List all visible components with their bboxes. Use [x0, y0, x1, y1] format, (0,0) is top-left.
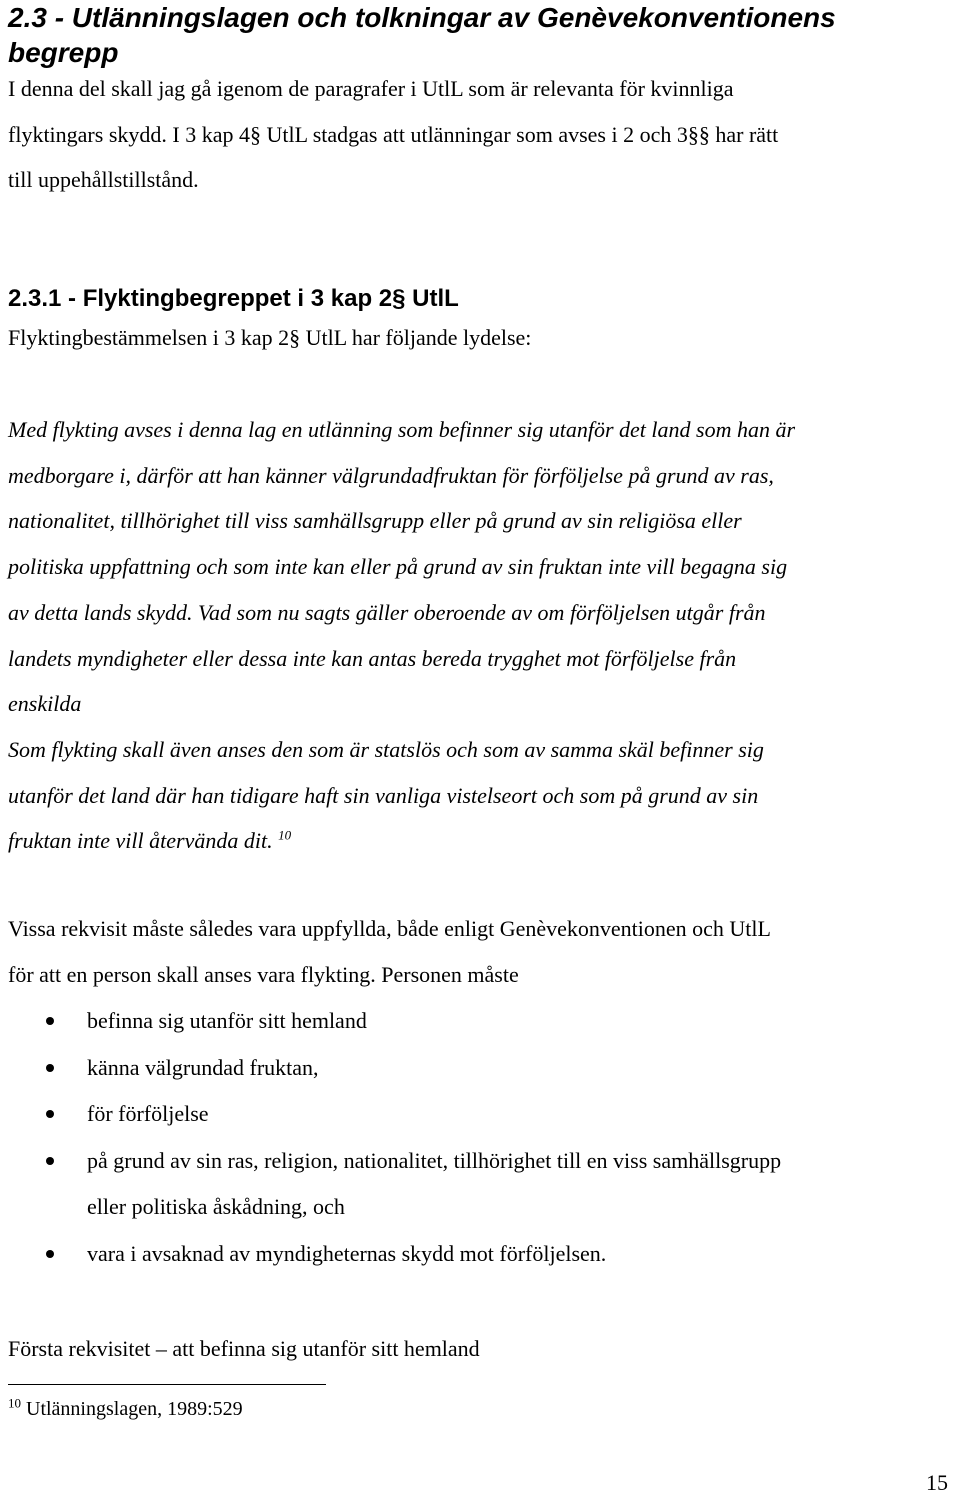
list-item	[0, 1138, 940, 1231]
intro-line: I denna del skall jag gå igenom de paragrafer i UtlL som är relevanta för kvinnliga	[8, 76, 734, 101]
footnote-number: 10	[8, 1395, 21, 1411]
list-item-text: känna välgrundad fruktan,	[87, 1054, 319, 1080]
quote-last-line	[8, 818, 953, 864]
first-requirement-text: Första rekvisitet – att befinna sig utanför sitt hemland	[8, 1336, 480, 1361]
bullet-icon	[46, 1157, 54, 1165]
page-number: 15	[926, 1470, 948, 1495]
requirements-list	[0, 998, 940, 1277]
section-heading: 2.3 - Utlänningslagen och tolkningar av Genèvekonventionens begrepp	[8, 2, 836, 68]
quote-line: fruktan inte vill återvända dit.	[8, 828, 273, 854]
bullet-icon	[46, 1250, 54, 1258]
bullet-icon	[46, 1017, 54, 1025]
subsection-lead	[8, 315, 953, 361]
footnote-text: Utlänningslagen, 1989:529	[26, 1398, 243, 1420]
quote-line: Med flykting avses i denna lag en utlänning som befinner sig utanför det land som han är	[8, 417, 796, 442]
list-item	[0, 1045, 940, 1092]
list-item	[0, 998, 940, 1045]
list-item-text: för förföljelse	[87, 1101, 209, 1126]
requirements-paragraph	[8, 906, 953, 997]
list-item-text: vara i avsaknad av myndigheternas skydd mot förföljelsen.	[87, 1240, 607, 1266]
quote-line: politiska uppfattning och som inte kan eller på grund av sin fruktan inte vill begagna sig	[8, 554, 788, 580]
quote-line: utanför det land där han tidigare haft sin vanliga vistelseort och som på grund av sin	[8, 782, 759, 808]
list-item	[0, 1091, 940, 1138]
lead-line: Flyktingbestämmelsen i 3 kap 2§ UtlL har följande lydelse:	[8, 325, 532, 350]
bullet-icon	[46, 1110, 54, 1118]
quote-line: medborgare i, därför att han känner välgrundadfruktan för förföljelse på grund av ras,	[8, 462, 774, 488]
section-intro	[8, 66, 953, 203]
requirements-line: Vissa rekvisit måste således vara uppfyllda, både enligt Genèvekonventionen och UtlL	[8, 916, 771, 941]
footnote-reference[interactable]: 10	[278, 828, 292, 843]
list-item-text: på grund av sin ras, religion, nationalitet, tillhörighet till en viss samhällsgrupp	[87, 1147, 782, 1173]
bullet-icon	[46, 1064, 54, 1072]
list-item-text: befinna sig utanför sitt hemland	[87, 1008, 367, 1033]
first-requirement-heading	[8, 1326, 953, 1372]
intro-line: till uppehållstillstånd.	[8, 167, 199, 193]
intro-line: flyktingars skydd. I 3 kap 4§ UtlL stadgas att utlänningar som avses i 2 och 3§§ har rätt	[8, 121, 779, 147]
list-item-text-continued: eller politiska åskådning, och	[87, 1194, 345, 1219]
list-item	[0, 1231, 940, 1278]
quote-line: Som flykting skall även anses den som är statslös och som av samma skäl befinner sig	[8, 736, 764, 762]
quote-line: landets myndigheter eller dessa inte kan antas bereda trygghet mot förföljelse från	[8, 645, 737, 671]
quote-line: nationalitet, tillhörighet till viss samhällsgrupp eller på grund av sin religiösa eller	[8, 508, 742, 534]
quote-line: av detta lands skydd. Vad som nu sagts gäller oberoende av om förföljelsen utgår från	[8, 599, 766, 625]
requirements-line: för att en person skall anses vara flykting. Personen måste	[8, 961, 519, 987]
law-quote	[8, 407, 953, 864]
subsection-heading: 2.3.1 - Flyktingbegreppet i 3 kap 2§ UtlL	[8, 285, 459, 312]
quote-line: enskilda	[8, 691, 82, 717]
footnote	[8, 1392, 243, 1426]
footnote-separator	[8, 1384, 326, 1385]
